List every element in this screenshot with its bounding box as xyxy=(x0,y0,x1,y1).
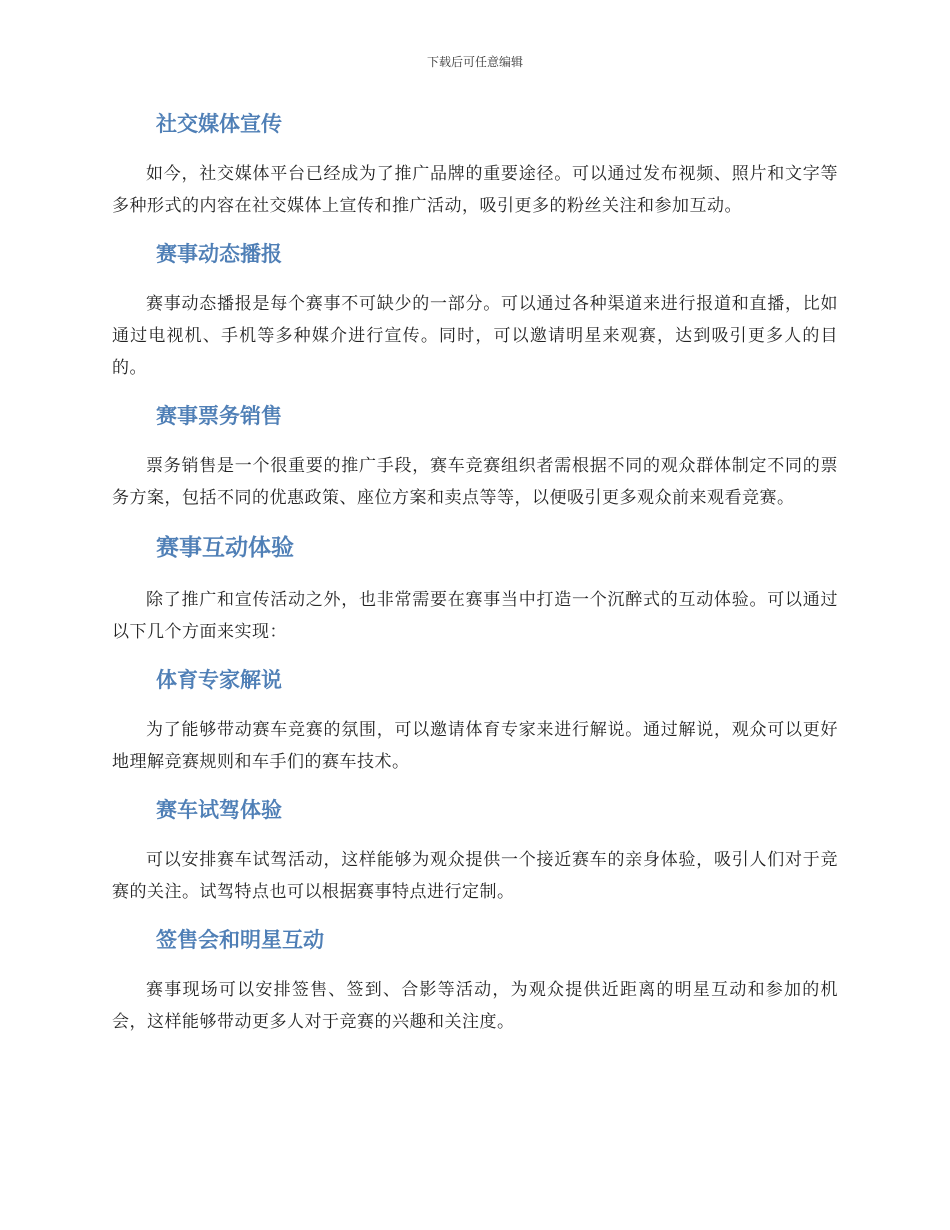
section-heading-social-media: 社交媒体宣传 xyxy=(156,112,282,136)
section-heading-event-broadcast: 赛事动态播报 xyxy=(156,242,282,266)
page-header-note: 下载后可任意编辑 xyxy=(426,55,523,69)
section-heading-interactive-experience: 赛事互动体验 xyxy=(156,535,294,561)
section-paragraph-social-media: 如今，社交媒体平台已经成为了推广品牌的重要途径。可以通过发布视频、照片和文字等多种形式的内容在社交媒体上宣传和推广活动，吸引更多的粉丝关注和参加互动。 xyxy=(112,164,838,216)
section-paragraph-event-broadcast: 赛事动态播报是每个赛事不可缺少的一部分。可以通过各种渠道来进行报道和直播，比如通过电视机、手机等多种媒介进行宣传。同时，可以邀请明星来观赛，达到吸引更多人的目的。 xyxy=(112,294,838,378)
section-paragraph-expert-commentary: 为了能够带动赛车竞赛的氛围，可以邀请体育专家来进行解说。通过解说，观众可以更好地理解竞赛规则和车手们的赛车技术。 xyxy=(112,720,838,772)
section-heading-ticket-sales: 赛事票务销售 xyxy=(156,404,282,428)
section-heading-signing-star-interaction: 签售会和明星互动 xyxy=(156,928,324,952)
section-paragraph-signing-star-interaction: 赛事现场可以安排签售、签到、合影等活动，为观众提供近距离的明星互动和参加的机会，这样能够带动更多人对于竞赛的兴趣和关注度。 xyxy=(112,980,838,1032)
document-body xyxy=(112,106,838,1038)
section-heading-test-drive: 赛车试驾体验 xyxy=(156,798,282,822)
section-paragraph-test-drive: 可以安排赛车试驾活动，这样能够为观众提供一个接近赛车的亲身体验，吸引人们对于竞赛的关注。试驾特点也可以根据赛事特点进行定制。 xyxy=(112,850,838,902)
section-paragraph-interactive-experience: 除了推广和宣传活动之外，也非常需要在赛事当中打造一个沉醉式的互动体验。可以通过以下几个方面来实现： xyxy=(112,590,838,642)
section-paragraph-ticket-sales: 票务销售是一个很重要的推广手段，赛车竞赛组织者需根据不同的观众群体制定不同的票务方案，包括不同的优惠政策、座位方案和卖点等等，以便吸引更多观众前来观看竞赛。 xyxy=(112,456,838,508)
section-heading-expert-commentary: 体育专家解说 xyxy=(156,668,282,692)
